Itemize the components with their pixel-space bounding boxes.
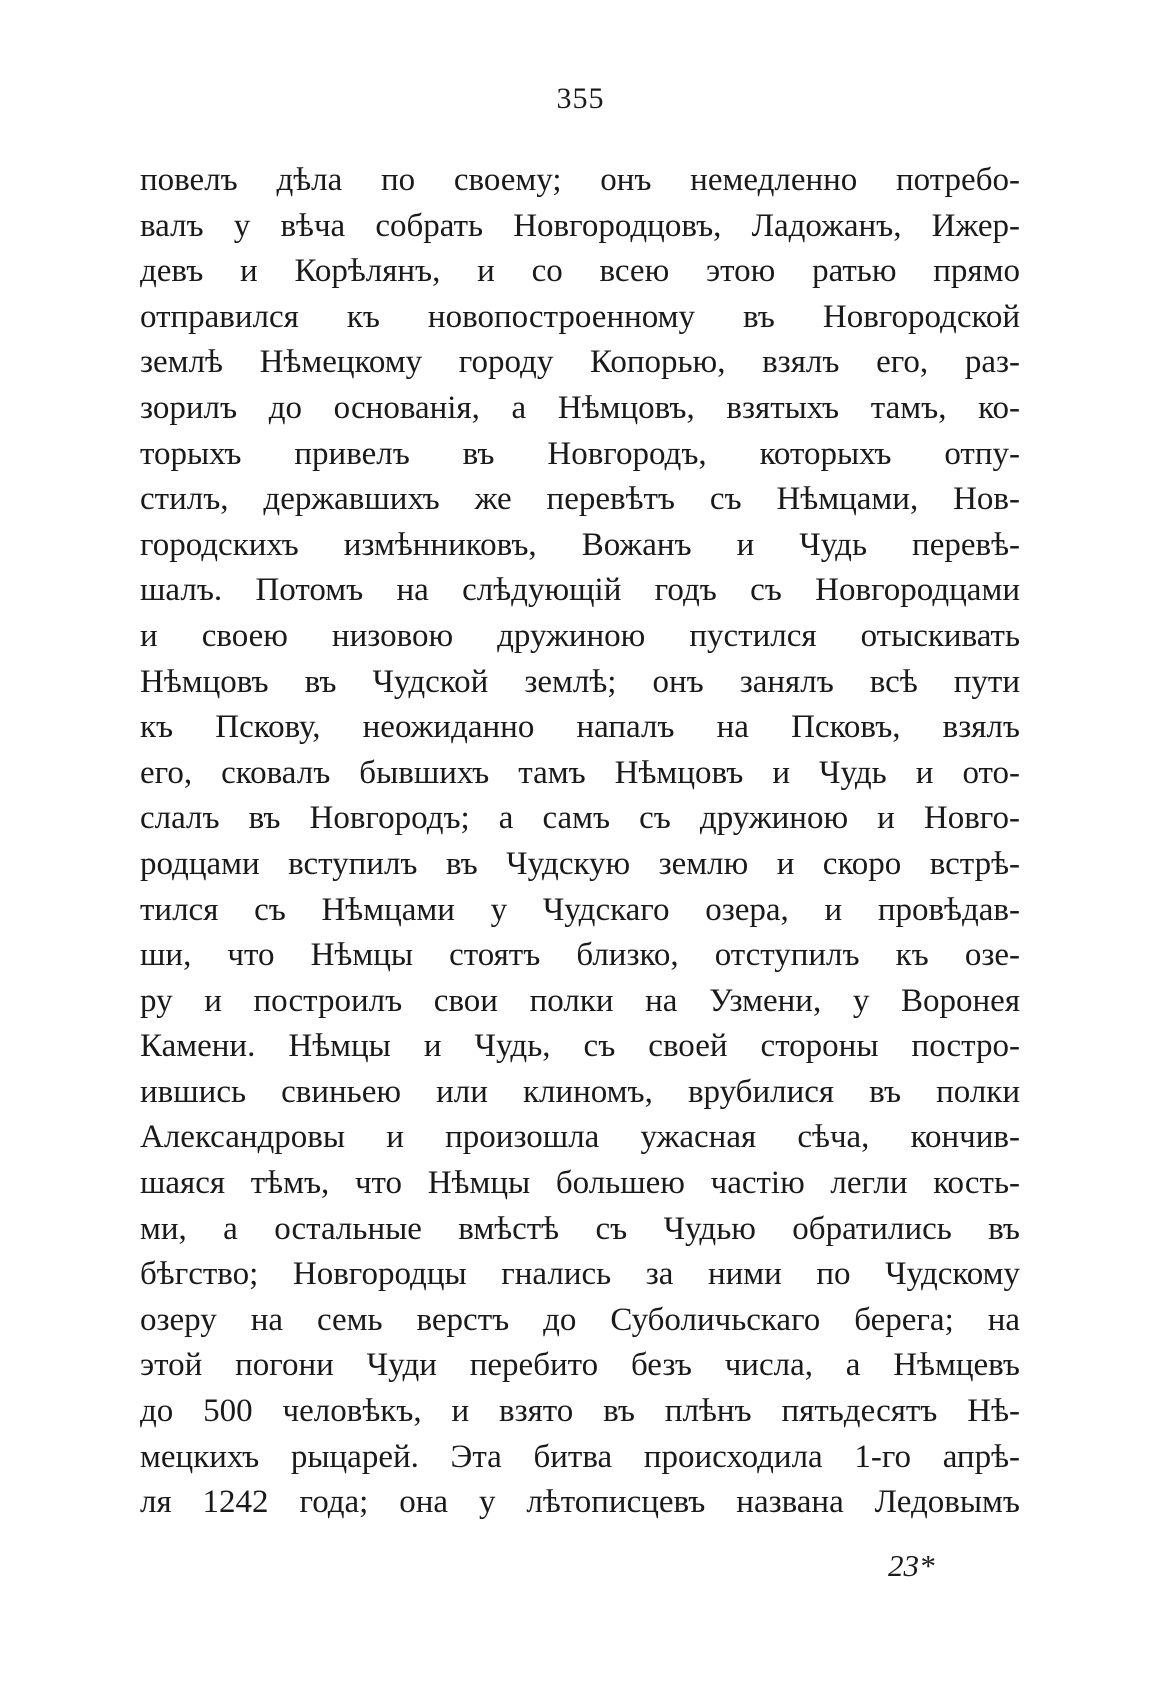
text-line: стилъ, державшихъ же перевѣтъ съ Нѣмцами, Нов- <box>140 481 1020 518</box>
page-number: 355 <box>556 82 605 115</box>
text-line: Камени. Нѣмцы и Чудь, съ своей стороны постро- <box>140 1028 1020 1065</box>
text-line: ившись свиньею или клиномъ, врубилися въ полки <box>140 1073 1020 1110</box>
body-text <box>140 158 1020 1526</box>
text-line: девъ и Корѣлянъ, и со всею этою ратью прямо <box>140 253 1020 290</box>
text-line: къ Пскову, неожиданно напалъ на Псковъ, взялъ <box>140 709 1020 746</box>
text-line: и своею низовою дружиною пустился отыскивать <box>140 617 1020 654</box>
text-line: ру и построилъ свои полки на Узмени, у Воронея <box>140 982 1020 1019</box>
text-line: слалъ въ Новгородъ; а самъ съ дружиною и Новго- <box>140 800 1020 837</box>
text-line: повелъ дѣла по своему; онъ немедленно потребо- <box>140 162 1020 198</box>
signature-mark: 23* <box>888 1548 935 1583</box>
text-line: Александровы и произошла ужасная сѣча, кончив- <box>140 1119 1020 1156</box>
text-line: ши, что Нѣмцы стоятъ близко, отступилъ къ озе- <box>140 937 1020 974</box>
text-line: бѣгство; Новгородцы гнались за ними по Чудскому <box>140 1256 1020 1293</box>
text-line: ля 1242 года; она у лѣтописцевъ названа Ледовымъ <box>140 1484 1020 1521</box>
text-line: шаяся тѣмъ, что Нѣмцы большею частію легли кость- <box>140 1165 1020 1202</box>
text-line: тился съ Нѣмцами у Чудскаго озера, и провѣдав- <box>140 891 1020 928</box>
text-line: торыхъ привелъ въ Новгородъ, которыхъ отпу- <box>140 435 1020 472</box>
text-line: до 500 человѣкъ, и взято въ плѣнъ пятьдесятъ Нѣ- <box>140 1393 1020 1430</box>
text-line: валъ у вѣча собрать Новгородцовъ, Ладожанъ, Ижер- <box>140 207 1020 244</box>
text-line: родцами вступилъ въ Чудскую землю и скоро встрѣ- <box>140 845 1020 882</box>
text-line: отправился къ новопостроенному въ Новгородской <box>140 298 1020 335</box>
text-line: шалъ. Потомъ на слѣдующій годъ съ Новгородцами <box>140 572 1020 609</box>
text-line: Нѣмцовъ въ Чудской землѣ; онъ занялъ всѣ пути <box>140 663 1020 700</box>
text-line: зорилъ до основанія, а Нѣмцовъ, взятыхъ тамъ, ко- <box>140 389 1020 426</box>
text-line: ми, а остальные вмѣстѣ съ Чудью обратились въ <box>140 1210 1020 1247</box>
text-line: мецкихъ рыцарей. Эта битва происходила 1-го апрѣ- <box>140 1438 1020 1475</box>
text-line: этой погони Чуди перебито безъ числа, а Нѣмцевъ <box>140 1347 1020 1384</box>
text-line: городскихъ измѣнниковъ, Вожанъ и Чудь перевѣ- <box>140 526 1020 563</box>
text-line: его, сковалъ бывшихъ тамъ Нѣмцовъ и Чудь и ото- <box>140 754 1020 791</box>
text-line: озеру на семь верстъ до Суболичьскаго берега; на <box>140 1301 1020 1338</box>
text-line: землѣ Нѣмецкому городу Копорью, взялъ его, раз- <box>140 344 1020 381</box>
